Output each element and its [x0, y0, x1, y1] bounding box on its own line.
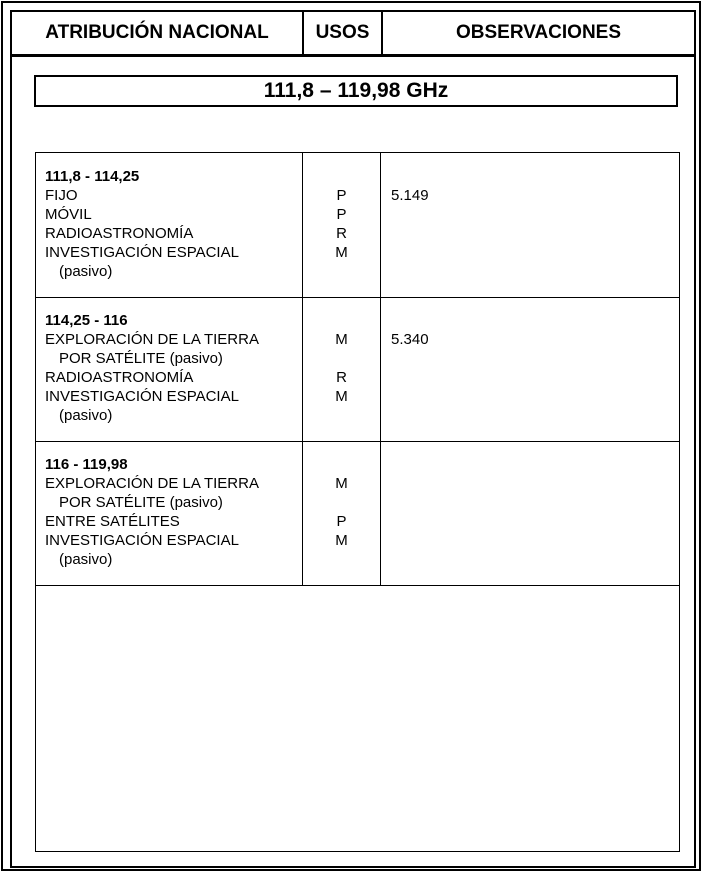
service-label: (pasivo)	[59, 407, 113, 424]
observaciones-cell	[381, 441, 679, 585]
observaciones-cell	[381, 297, 679, 441]
use-code	[303, 349, 380, 368]
column-header-row	[12, 12, 694, 57]
header-observaciones: OBSERVACIONES	[455, 22, 622, 43]
observation-note: 5.340	[391, 331, 429, 348]
use-code: M	[335, 475, 348, 492]
service-label: ENTRE SATÉLITES	[45, 513, 180, 530]
service-label: MÓVIL	[45, 206, 92, 223]
atribucion-cell	[36, 153, 303, 297]
service-label: RADIOASTRONOMÍA	[45, 369, 194, 386]
table-row	[36, 441, 679, 586]
table-row	[36, 153, 679, 298]
service-label: POR SATÉLITE (pasivo)	[59, 350, 223, 367]
table-row	[36, 297, 679, 442]
observation-note: 5.149	[391, 187, 429, 204]
service-label: EXPLORACIÓN DE LA TIERRA	[45, 475, 259, 492]
band-title: 111,8 – 119,98 GHz	[34, 75, 678, 107]
use-code: M	[335, 532, 348, 549]
usos-cell	[303, 297, 381, 441]
service-label: FIJO	[45, 187, 78, 204]
use-code: P	[336, 513, 347, 530]
use-code: M	[335, 244, 348, 261]
service-label: INVESTIGACIÓN ESPACIAL	[45, 532, 239, 549]
service-label: (pasivo)	[59, 263, 113, 280]
use-code: R	[336, 369, 347, 386]
band-range: 114,25 - 116	[45, 312, 128, 329]
atribucion-cell	[36, 441, 303, 585]
use-code: P	[336, 206, 347, 223]
header-usos: USOS	[304, 12, 383, 54]
page-frame	[1, 1, 701, 871]
band-range: 116 - 119,98	[45, 456, 128, 473]
use-code: P	[336, 187, 347, 204]
service-label: RADIOASTRONOMÍA	[45, 225, 194, 242]
usos-cell	[303, 441, 381, 585]
use-code: M	[335, 388, 348, 405]
band-range: 111,8 - 114,25	[45, 168, 140, 185]
service-label: POR SATÉLITE (pasivo)	[59, 494, 223, 511]
service-label: INVESTIGACIÓN ESPACIAL	[45, 388, 239, 405]
use-code: M	[335, 331, 348, 348]
use-code	[303, 493, 380, 512]
atribucion-cell	[36, 297, 303, 441]
observaciones-cell	[381, 153, 679, 297]
allocation-table	[35, 152, 680, 852]
service-label: (pasivo)	[59, 551, 113, 568]
usos-cell	[303, 153, 381, 297]
service-label: EXPLORACIÓN DE LA TIERRA	[45, 331, 259, 348]
table-frame	[10, 10, 696, 868]
header-atribucion: ATRIBUCIÓN NACIONAL	[12, 12, 304, 54]
service-label: INVESTIGACIÓN ESPACIAL	[45, 244, 239, 261]
use-code: R	[336, 225, 347, 242]
